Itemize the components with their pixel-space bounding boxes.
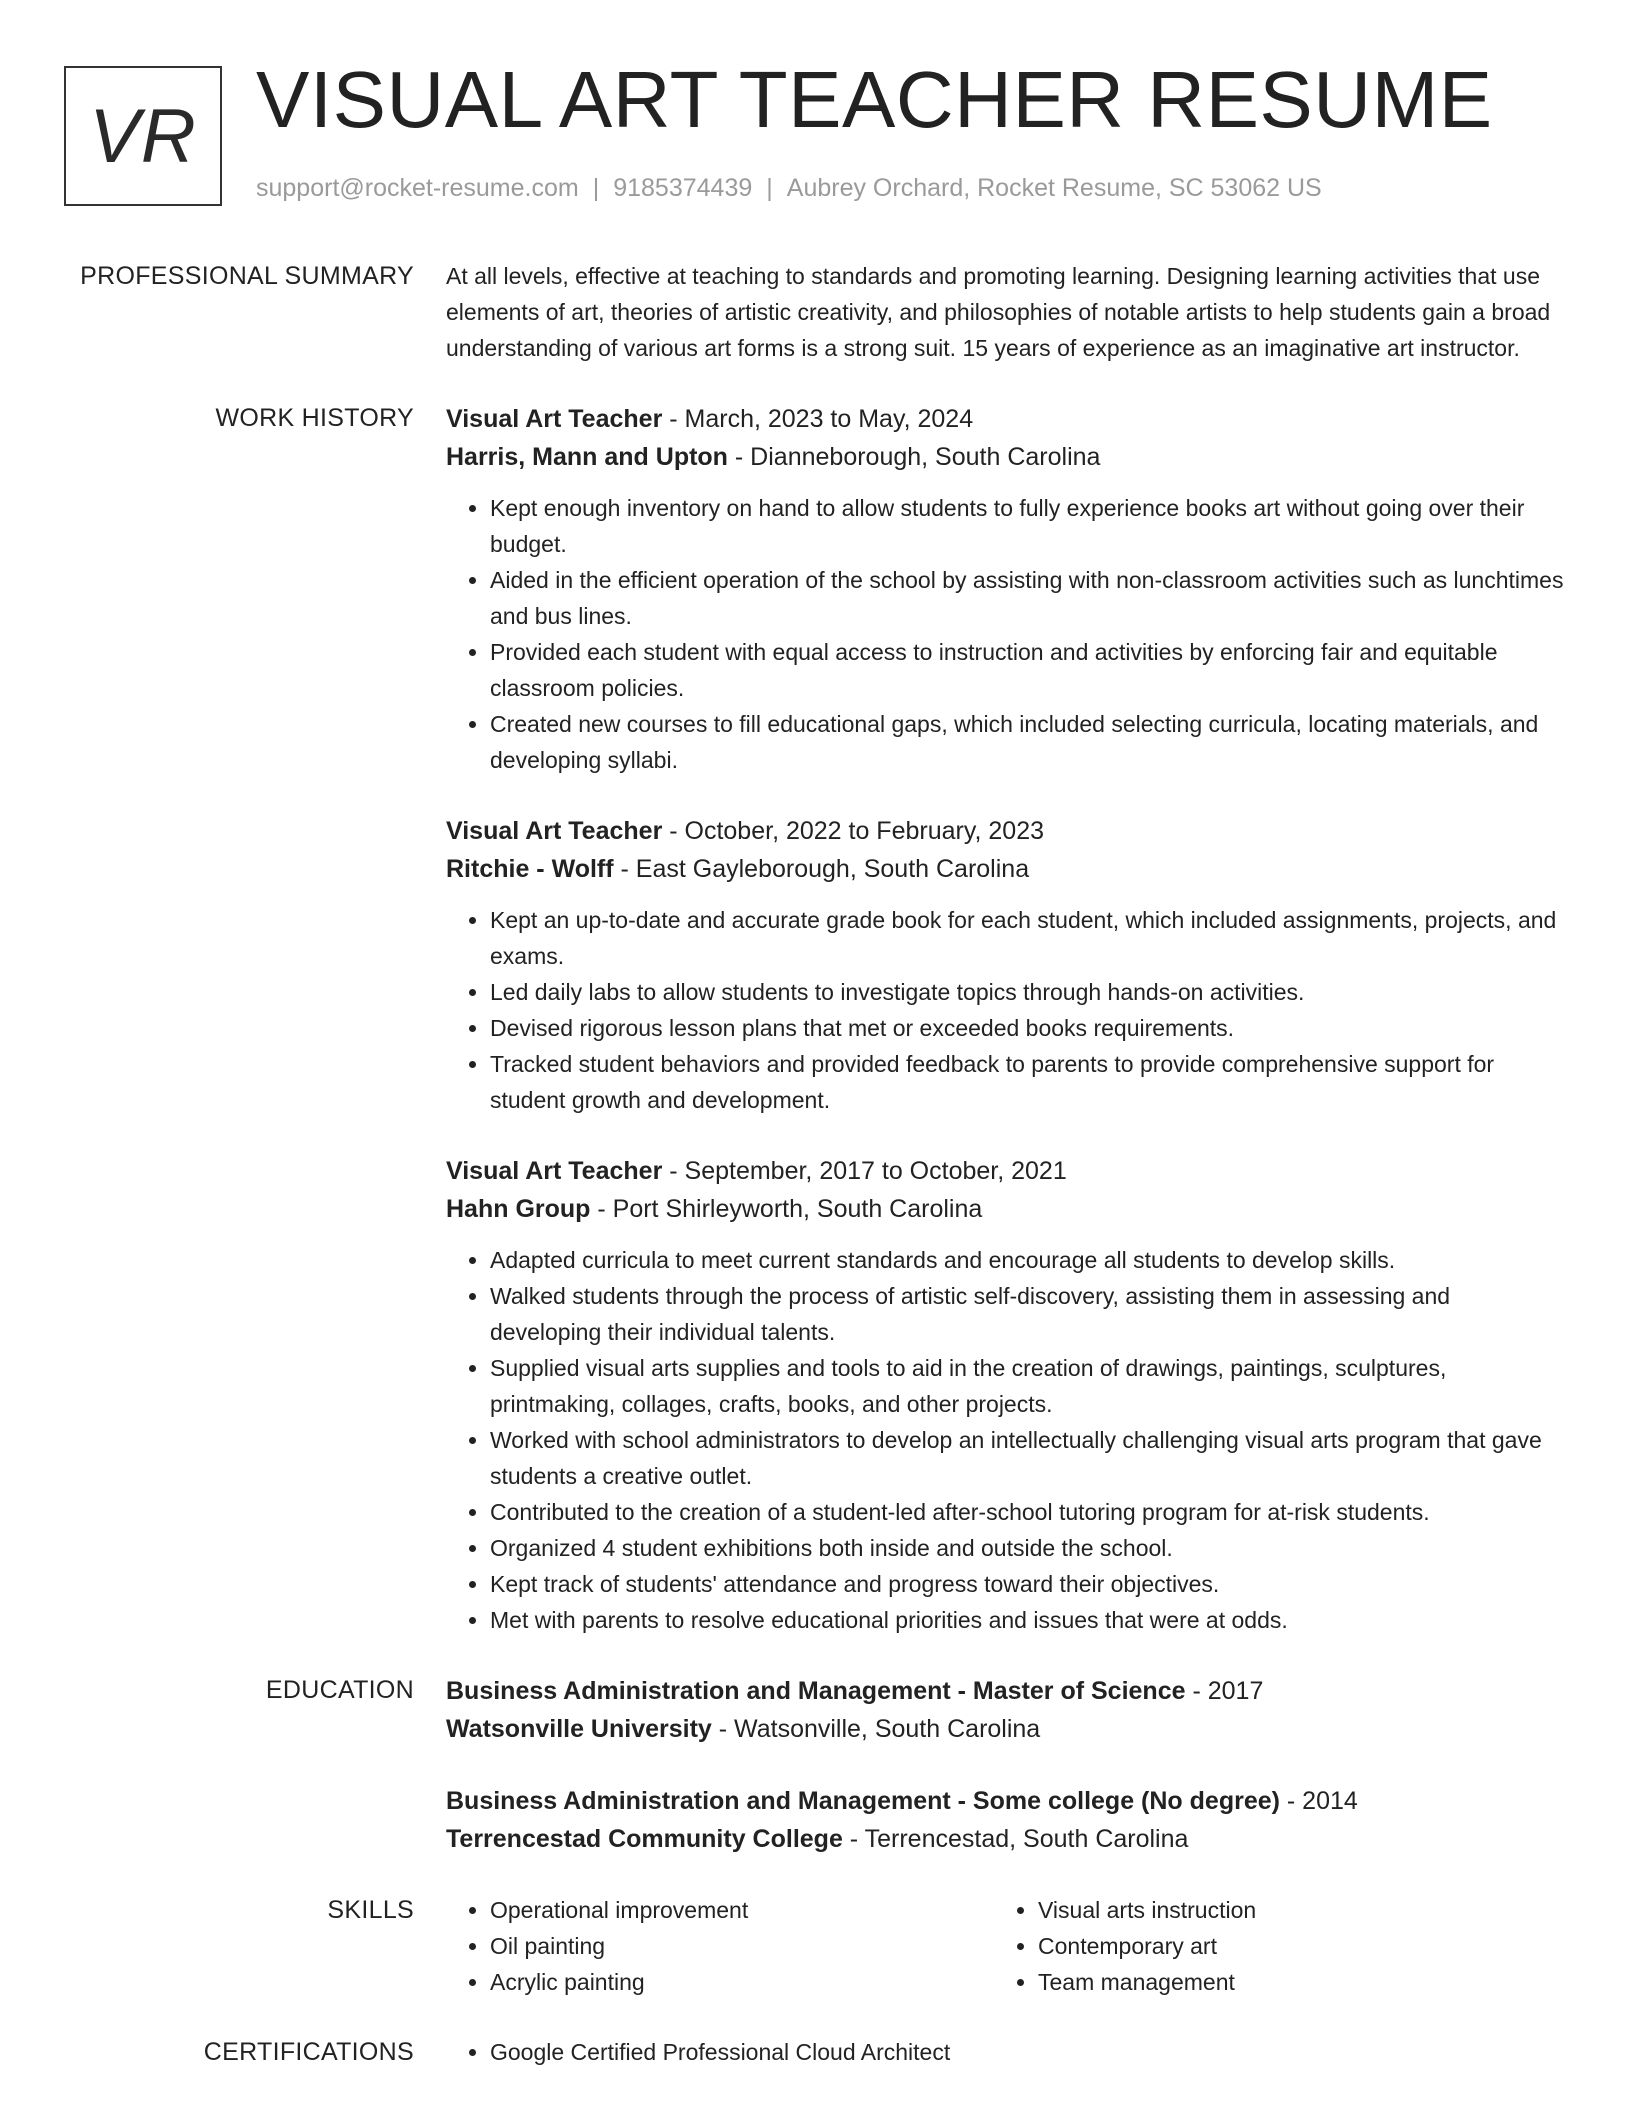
education-school: Terrencestad Community College [446, 1825, 843, 1853]
job-location: - East Gayleborough, South Carolina [613, 855, 1030, 883]
education-degree-line [446, 1782, 1564, 1820]
skill-item: • Team management [1038, 1964, 1542, 2000]
job-company: Harris, Mann and Upton [446, 443, 728, 471]
section-label-work: WORK HISTORY [215, 404, 414, 432]
certifications-section [0, 2034, 1632, 2070]
certification-item: • Google Certified Professional Cloud Architect [490, 2034, 1564, 2070]
job-header [446, 400, 1564, 438]
job-bullet: • Met with parents to resolve educational priorities and issues that were at odds. [490, 1602, 1564, 1638]
job-header [446, 1152, 1564, 1190]
education-school-line [446, 1710, 1564, 1748]
education-location: - Watsonville, South Carolina [711, 1715, 1041, 1743]
contact-separator: | [766, 174, 773, 202]
job-bullet: • Devised rigorous lesson plans that met or exceeded books requirements. [490, 1010, 1564, 1046]
job-bullet: • Worked with school administrators to develop an intellectually challenging visual arts program that gave students a creative outlet. [490, 1422, 1564, 1494]
education-year: - 2017 [1185, 1677, 1264, 1705]
skills-column-left [446, 1892, 994, 2000]
contact-separator: | [592, 174, 600, 202]
job-bullet: • Adapted curricula to meet current standards and encourage all students to develop skills. [490, 1242, 1564, 1278]
certifications-body [446, 2034, 1564, 2070]
education-degree: Business Administration and Management - Some college (No degree) [446, 1787, 1280, 1815]
job-bullet: • Kept enough inventory on hand to allow students to fully experience books art without going over their budget. [490, 490, 1564, 562]
education-location: - Terrencestad, South Carolina [842, 1825, 1189, 1853]
job-bullet: • Kept track of students' attendance and progress toward their objectives. [490, 1566, 1564, 1602]
job-title: Visual Art Teacher [446, 405, 663, 433]
education-entry [446, 1672, 1564, 1748]
education-school-line [446, 1820, 1564, 1858]
section-label-education: EDUCATION [265, 1676, 414, 1704]
job-header [446, 812, 1564, 850]
job-bullets [446, 490, 1564, 778]
job-bullet: • Aided in the efficient operation of the school by assisting with non-classroom activities such as lunchtimes and bus lines. [490, 562, 1564, 634]
job-location: - Port Shirleyworth, South Carolina [590, 1195, 983, 1223]
job-bullet: • Kept an up-to-date and accurate grade book for each student, which included assignments, projects, and exams. [490, 902, 1564, 974]
job-bullet: • Supplied visual arts supplies and tools to aid in the creation of drawings, paintings, sculptures, printmaking, collages, crafts, books, and other projects. [490, 1350, 1564, 1422]
job-entry [446, 1152, 1564, 1638]
skill-item: • Acrylic painting [490, 1964, 994, 2000]
job-employer [446, 1190, 1564, 1228]
skill-item: • Operational improvement [490, 1892, 994, 1928]
skills-body [446, 1892, 1564, 2000]
contact-address: Aubrey Orchard, Rocket Resume, SC 53062 US [786, 174, 1322, 202]
section-label-certifications: CERTIFICATIONS [203, 2038, 414, 2066]
job-title: Visual Art Teacher [446, 1157, 663, 1185]
job-bullet: • Contributed to the creation of a student-led after-school tutoring program for at-risk students. [490, 1494, 1564, 1530]
job-entry [446, 812, 1564, 1118]
education-section [0, 1672, 1632, 1858]
skill-item: • Visual arts instruction [1038, 1892, 1542, 1928]
job-bullet: • Tracked student behaviors and provided feedback to parents to provide comprehensive support for student growth and development. [490, 1046, 1564, 1118]
job-dates: - March, 2023 to May, 2024 [662, 405, 974, 433]
summary-text: At all levels, effective at teaching to standards and promoting learning. Designing learning activities that use elements of art, theories of artistic creativity, and philosophies of notable artists to help students gain a broad understanding of various art forms is a strong suit. 15 years of experience as an imaginative art instructor. [446, 263, 1551, 361]
job-company: Ritchie - Wolff [446, 855, 614, 883]
contact-phone: 9185374439 [613, 174, 753, 202]
job-dates: - September, 2017 to October, 2021 [662, 1157, 1067, 1185]
summary-section [0, 258, 1632, 366]
education-degree: Business Administration and Management - Master of Science [446, 1677, 1186, 1705]
job-bullet: • Created new courses to fill educational gaps, which included selecting curricula, locating materials, and developing syllabi. [490, 706, 1564, 778]
job-company: Hahn Group [446, 1195, 591, 1223]
education-body [446, 1672, 1564, 1858]
job-entry [446, 400, 1564, 778]
section-label-skills: SKILLS [327, 1896, 414, 1924]
contact-line [256, 174, 1322, 203]
job-bullets [446, 902, 1564, 1118]
education-entry [446, 1782, 1564, 1858]
work-history-body [446, 400, 1564, 1638]
skills-column-right [994, 1892, 1542, 2000]
job-location: - Dianneborough, South Carolina [727, 443, 1101, 471]
education-degree-line [446, 1672, 1564, 1710]
resume-sections [0, 258, 1632, 2104]
skills-section [0, 1892, 1632, 2000]
job-employer [446, 850, 1564, 888]
education-year: - 2014 [1279, 1787, 1358, 1815]
monogram-logo: VR [64, 66, 222, 206]
skill-item: • Oil painting [490, 1928, 994, 1964]
certifications-list [446, 2034, 1564, 2070]
section-label-summary: PROFESSIONAL SUMMARY [80, 262, 414, 290]
job-bullet: • Walked students through the process of artistic self-discovery, assisting them in assessing and developing their individual talents. [490, 1278, 1564, 1350]
skill-item: • Contemporary art [1038, 1928, 1542, 1964]
job-bullet: • Provided each student with equal access to instruction and activities by enforcing fair and equitable classroom policies. [490, 634, 1564, 706]
education-school: Watsonville University [446, 1715, 712, 1743]
summary-body [446, 258, 1564, 366]
job-bullets [446, 1242, 1564, 1638]
contact-email: support@rocket-resume.com [256, 174, 579, 202]
skills-grid [446, 1892, 1564, 2000]
work-history-section [0, 400, 1632, 1638]
job-bullet: • Organized 4 student exhibitions both inside and outside the school. [490, 1530, 1564, 1566]
job-title: Visual Art Teacher [446, 817, 663, 845]
job-dates: - October, 2022 to February, 2023 [662, 817, 1044, 845]
resume-title: VISUAL ART TEACHER RESUME [256, 55, 1493, 144]
job-employer [446, 438, 1564, 476]
job-bullet: • Led daily labs to allow students to investigate topics through hands-on activities. [490, 974, 1564, 1010]
